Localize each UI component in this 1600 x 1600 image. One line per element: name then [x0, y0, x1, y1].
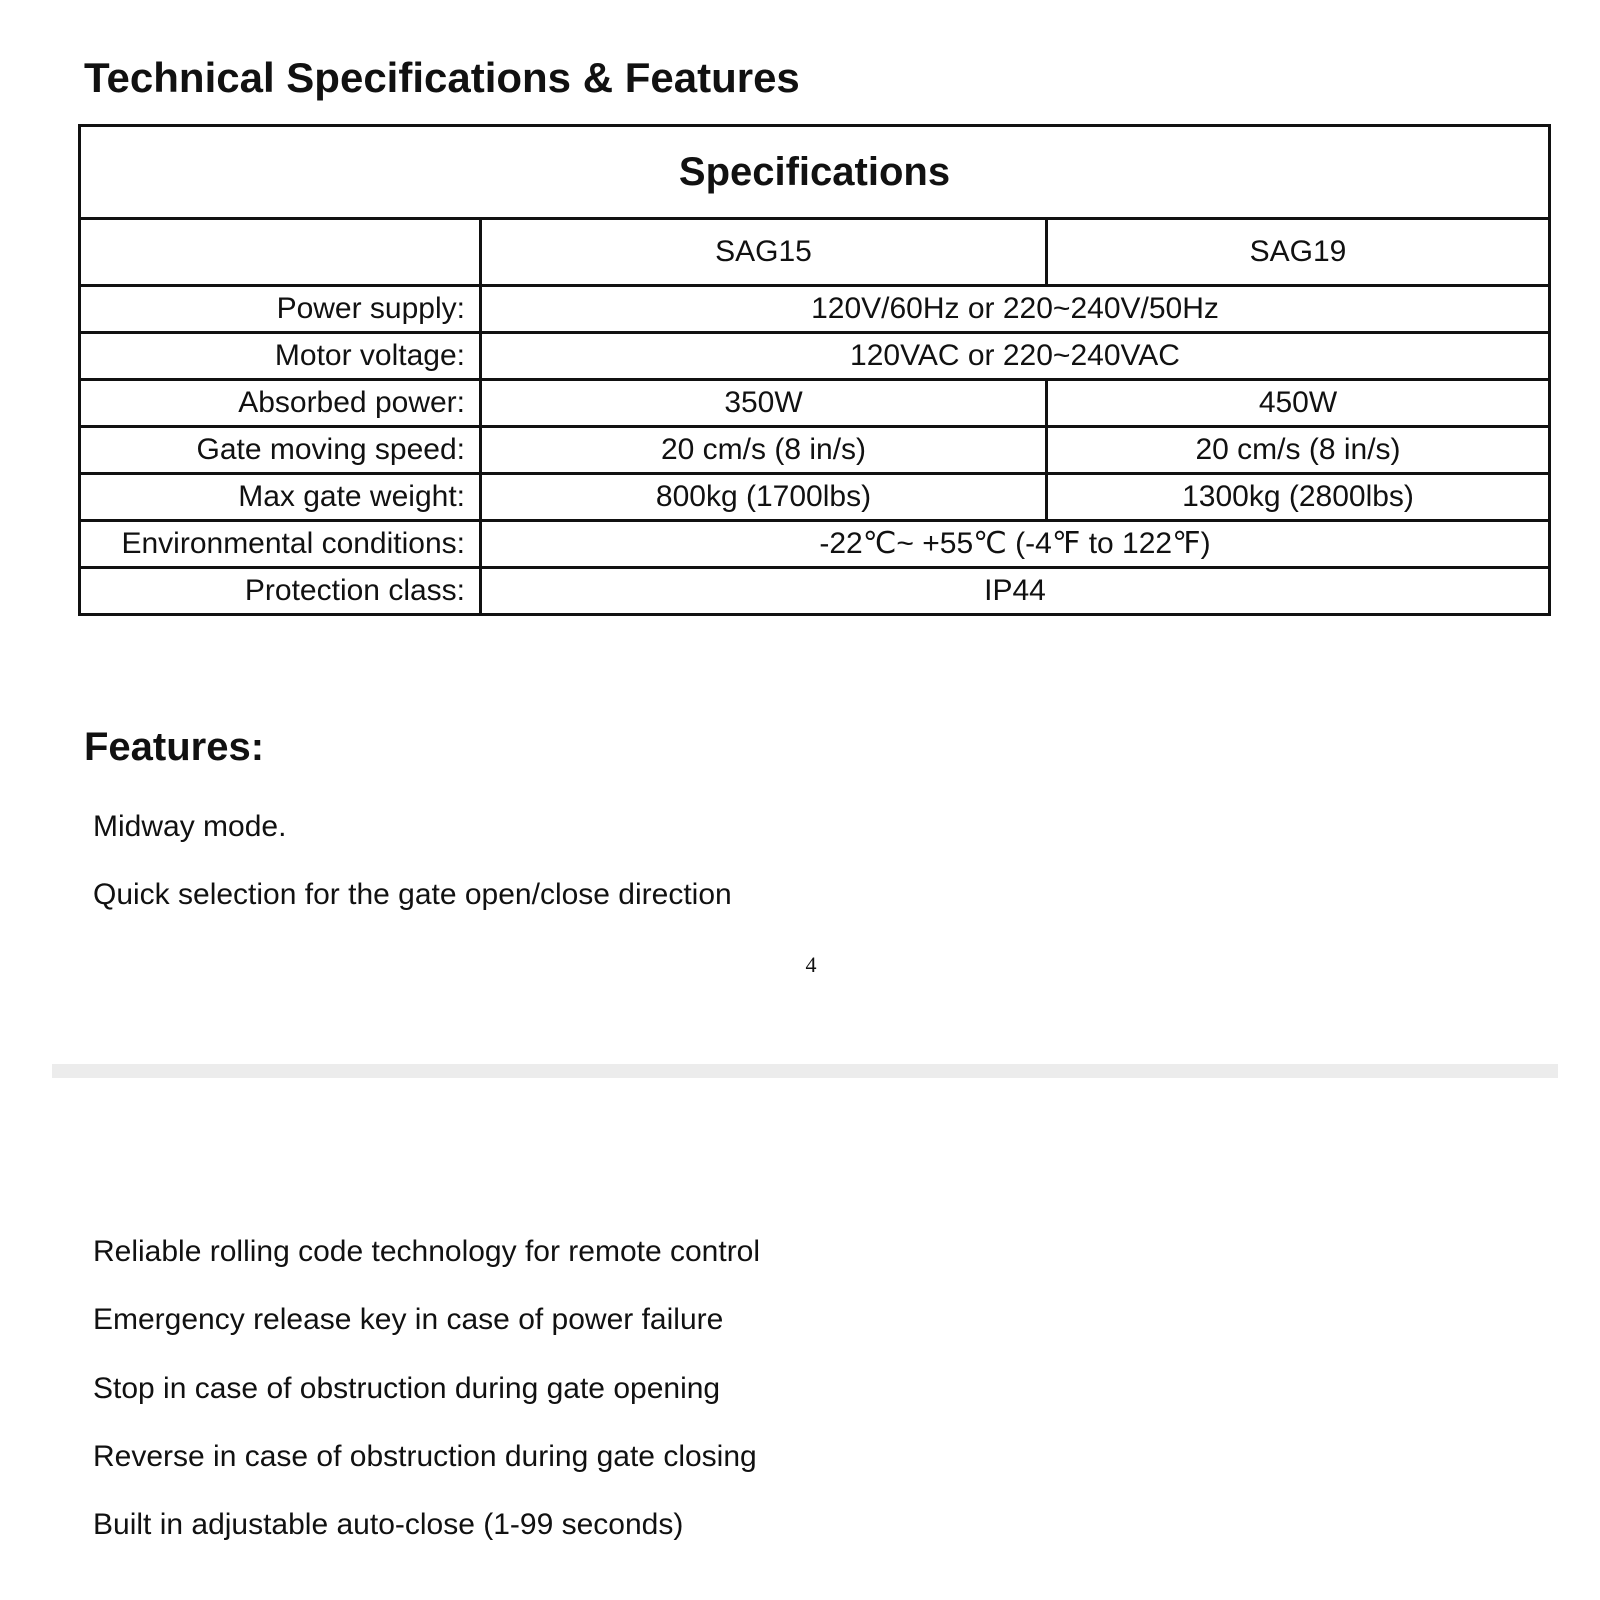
feature-item-auto-close: Built in adjustable auto-close (1-99 seconds): [93, 1508, 684, 1541]
feature-item-direction-selection: Quick selection for the gate open/close direction: [93, 878, 732, 911]
sag15-value-cell: 800kg (1700lbs): [481, 474, 1047, 521]
table-caption-row: [80, 126, 1550, 219]
feature-item-rolling-code: Reliable rolling code technology for remote control: [93, 1235, 761, 1268]
column-header-sag19: SAG19: [1047, 219, 1550, 286]
feature-item-midway-mode: Midway mode.: [93, 810, 287, 843]
sag19-value-cell: 1300kg (2800lbs): [1047, 474, 1550, 521]
row-label: Absorbed power:: [80, 380, 481, 427]
table-row-gate-moving-speed: [80, 427, 1550, 474]
row-label: Max gate weight:: [80, 474, 481, 521]
sag15-value-cell: 20 cm/s (8 in/s): [481, 427, 1047, 474]
row-label: Power supply:: [80, 286, 481, 333]
shared-value-cell: IP44: [481, 568, 1550, 615]
sag19-value-cell: 20 cm/s (8 in/s): [1047, 427, 1550, 474]
table-row-absorbed-power: [80, 380, 1550, 427]
table-row-environmental-conditions: [80, 521, 1550, 568]
features-heading: Features:: [84, 725, 265, 769]
row-label: Gate moving speed:: [80, 427, 481, 474]
table-row-motor-voltage: [80, 333, 1550, 380]
page-number: 4: [805, 952, 817, 977]
page-divider: [52, 1064, 1558, 1078]
sag19-value-cell: 450W: [1047, 380, 1550, 427]
table-row-protection-class: [80, 568, 1550, 615]
shared-value-cell: 120V/60Hz or 220~240V/50Hz: [481, 286, 1550, 333]
row-label: Protection class:: [80, 568, 481, 615]
table-row-power-supply: [80, 286, 1550, 333]
sag15-value-cell: 350W: [481, 380, 1047, 427]
column-header-empty: [80, 219, 481, 286]
feature-item-reverse-on-obstruction: Reverse in case of obstruction during gate closing: [93, 1440, 757, 1473]
row-label: Motor voltage:: [80, 333, 481, 380]
row-label: Environmental conditions:: [80, 521, 481, 568]
table-row-max-gate-weight: [80, 474, 1550, 521]
shared-value-cell: -22℃~ +55℃ (-4℉ to 122℉): [481, 521, 1550, 568]
table-header-row: [80, 219, 1550, 286]
column-header-sag15: SAG15: [481, 219, 1047, 286]
table-caption: Specifications: [80, 126, 1550, 219]
specifications-table: [78, 124, 1551, 616]
feature-item-emergency-release: Emergency release key in case of power failure: [93, 1303, 724, 1336]
shared-value-cell: 120VAC or 220~240VAC: [481, 333, 1550, 380]
page-title: Technical Specifications & Features: [84, 54, 800, 101]
feature-item-stop-on-obstruction: Stop in case of obstruction during gate opening: [93, 1372, 721, 1405]
